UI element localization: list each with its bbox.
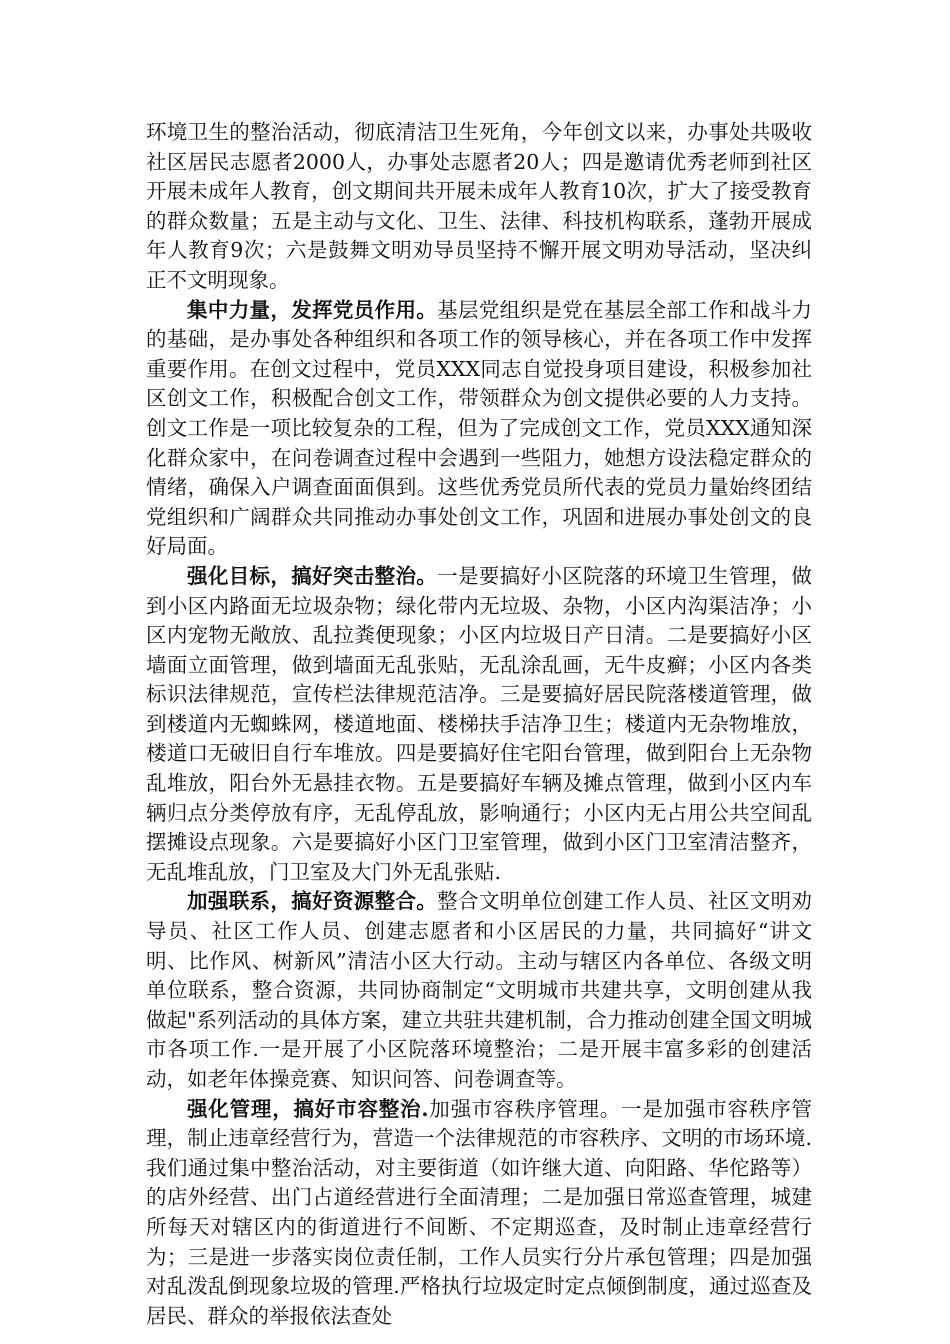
paragraph-heading: 强化管理，搞好市容整治. — [187, 1096, 429, 1121]
paragraph-4 — [146, 887, 812, 1094]
paragraph-2 — [146, 296, 812, 562]
paragraph-heading: 强化目标，搞好突击整治。 — [187, 563, 438, 588]
paragraph-1 — [146, 118, 812, 296]
paragraph-body: 加强市容秩序管理。一是加强市容秩序管理，制止违章经营行为，营造一个法律规范的市容秩序、文明的市场环境.我们通过集中整治活动，对主要街道（如许继大道、向阳路、华佗路等）的店外经营、出门占道经营进行全面清理；二是加强日常巡查管理，城建所每天对辖区内的街道进行不间断、不定期巡查，及时制止违章经营行为；三是进一步落实岗位责任制，工作人员实行分片承包管理；四是加强对乱泼乱倒现象垃圾的管理.严格执行垃圾定时定点倾倒制度，通过巡查及居民、群众的举报依法查处 — [146, 1096, 812, 1328]
paragraph-heading: 集中力量，发挥党员作用。 — [187, 297, 438, 322]
paragraph-body: 环境卫生的整治活动，彻底清洁卫生死角，今年创文以来，办事处共吸收社区居民志愿者2000人，办事处志愿者20人；四是邀请优秀老师到社区开展未成年人教育，创文期间共开展未成年人教育10次，扩大了接受教育的群众数量；五是主动与文化、卫生、法律、科技机构联系，蓬勃开展成年人教育9次；六是鼓舞文明劝导员坚持不懈开展文明劝导活动，坚决纠正不文明现象。 — [146, 120, 812, 292]
paragraph-body: 整合文明单位创建工作人员、社区文明劝导员、社区工作人员、创建志愿者和小区居民的力量，共同搞好“讲文明、比作风、树新风”清洁小区大行动。主动与辖区内各单位、各级文明单位联系，整合资源，共同协商制定“文明城市共建共享，文明创建从我做起"系列活动的具体方案，建立共驻共建机制，合力推动创建全国文明城市各项工作.一是开展了小区院落环境整治；二是开展丰富多彩的创建活动，如老年体操竞赛、知识问答、问卷调查等。 — [146, 889, 813, 1091]
paragraph-3 — [146, 562, 812, 888]
paragraph-5 — [146, 1095, 812, 1332]
document-page — [146, 118, 812, 1331]
paragraph-heading: 加强联系，搞好资源整合。 — [187, 889, 438, 914]
paragraph-body: 基层党组织是党在基层全部工作和战斗力的基础，是办事处各种组织和各项工作的领导核心，并在各项工作中发挥重要作用。在创文过程中，党员XXX同志自觉投身项目建设，积极参加社区创文工作，积极配合创文工作，带领群众为创文提供必要的人力支持。创文工作是一项比较复杂的工程，但为了完成创文工作，党员XXX通知深化群众家中，在问卷调查过程中会遇到一些阻力，她想方设法稳定群众的情绪，确保入户调查面面俱到。这些优秀党员所代表的党员力量始终团结党组织和广阔群众共同推动办事处创文工作，巩固和进展办事处创文的良好局面。 — [146, 297, 813, 559]
paragraph-body: 一是要搞好小区院落的环境卫生管理，做到小区内路面无垃圾杂物；绿化带内无垃圾、杂物，小区内沟渠洁净；小区内宠物无敞放、乱拉粪便现象；小区内垃圾日产日清。二是要搞好小区墙面立面管理，做到墙面无乱张贴，无乱涂乱画，无牛皮癣；小区内各类标识法律规范，宣传栏法律规范洁净。三是要搞好居民院落楼道管理，做到楼道内无蜘蛛网，楼道地面、楼梯扶手洁净卫生；楼道内无杂物堆放，楼道口无破旧自行车堆放。四是要搞好住宅阳台管理，做到阳台上无杂物乱堆放，阳台外无悬挂衣物。五是要搞好车辆及摊点管理，做到小区内车辆归点分类停放有序，无乱停乱放，影响通行；小区内无占用公共空间乱摆摊设点现象。六是要搞好小区门卫室管理，做到小区门卫室清洁整齐，无乱堆乱放，门卫室及大门外无乱张贴. — [146, 563, 813, 884]
